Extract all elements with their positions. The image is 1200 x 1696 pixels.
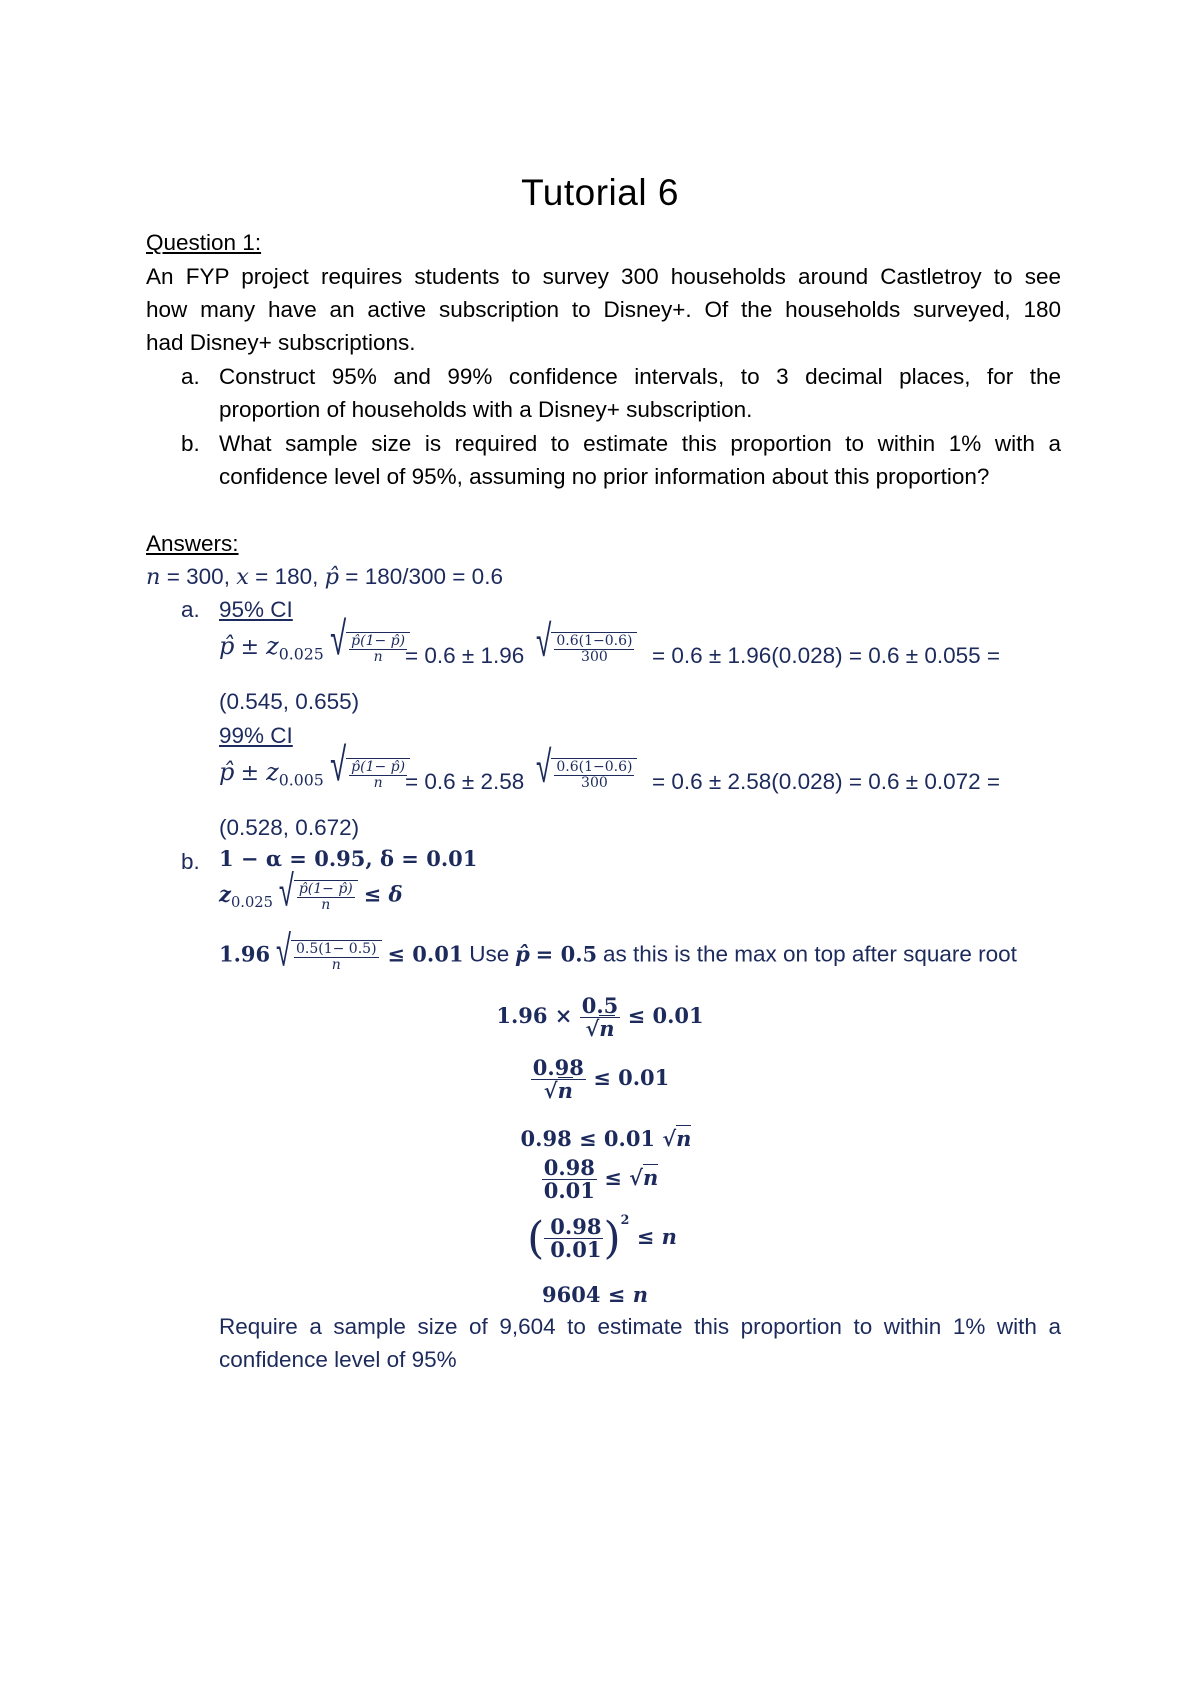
part-b-line-2: confidence level of 95%, assuming no prior information about this proportion?: [219, 464, 990, 489]
line2-coef: 1.96: [219, 941, 271, 967]
part-b-marker: b.: [181, 431, 200, 456]
ci95-z-sub: 0.025: [278, 644, 324, 664]
answers-given-line: n = 300, x = 180, p̂ = 180/300 = 0.6: [146, 564, 503, 590]
step-5-den: 0.01: [550, 1237, 602, 1263]
line2-note-post: as this is the max on top after square root: [602, 941, 1017, 967]
part-b-line2: 1.96 √ $\frac{0.5(1- 0.5)}{n}$ ≤ 0.01 Use p̂ = 0.5 as this is the max on top after square root: [219, 925, 1017, 976]
ci99-frac-den: 300: [581, 774, 608, 791]
question-intro-line-3: had Disney+ subscriptions.: [146, 330, 416, 355]
step-1-coef: 1.96 ×: [496, 1003, 573, 1029]
ci99-label: [219, 719, 419, 753]
line2-rhs: ≤ 0.01: [387, 941, 464, 967]
conclusion-line-2: confidence level of 95%: [219, 1347, 457, 1372]
given-n: 300: [186, 564, 224, 589]
ci95-frac-den: 300: [581, 648, 608, 665]
ci95-sqrt-numeric: √ $\frac{0.6(1-0.6)}{300}$: [536, 632, 637, 664]
part-b-given: 1 − α = 0.95, δ = 0.01: [219, 846, 478, 871]
part-b-inequality: $z_{0.025}$ √ $\frac{p̂(1- p̂)}{n}$ ≤ δ: [219, 865, 403, 916]
ci99-frac-num: 0.6(1−0.6): [556, 759, 633, 775]
step-4-den: 0.01: [543, 1178, 595, 1204]
ci95-eq1: = 0.6 ± 1.96: [405, 643, 525, 668]
answer-b-marker: b.: [181, 849, 200, 874]
step-5-sup: 2: [620, 1212, 630, 1227]
ci95-label-text: 95% CI: [219, 597, 293, 622]
ci95-formula: p̂ ± $z_{0.025}$ √ $\frac{p̂(1- p̂)}{n}$: [219, 632, 410, 664]
given-phat: 180/300 = 0.6: [364, 564, 503, 589]
ci99-formula: p̂ ± $z_{0.005}$ √ $\frac{p̂(1- p̂)}{n}$: [219, 758, 410, 790]
ci99-eq1: = 0.6 ± 2.58: [405, 769, 525, 794]
step-6: 9604 ≤ n: [542, 1282, 648, 1307]
step-2: $\frac{0.98}{√n}$ ≤ 0.01: [532, 1055, 670, 1104]
conclusion-line-1: Require a sample size of 9,604 to estimate this proportion to within 1% with a: [219, 1314, 1061, 1339]
page-title: Tutorial 6: [521, 172, 679, 213]
step-4: $\frac{0.98}{0.01}$ ≤ √n: [543, 1155, 659, 1204]
line2-note-eq: = 0.5: [535, 941, 598, 967]
step-4-rhs: ≤: [604, 1165, 622, 1191]
step-1-num: 0.5: [581, 993, 619, 1018]
question-intro-line-2: how many have an active subscription to Disney+. Of the households surveyed, 180: [146, 297, 1061, 322]
ci95-sqrt-general: √ $\frac{p̂(1- p̂)}{n}$: [330, 632, 410, 664]
part-a-line-2: proportion of households with a Disney+ subscription.: [219, 397, 753, 422]
ci99-z-sub: 0.005: [278, 770, 324, 790]
step-1-rhs: ≤ 0.01: [627, 1003, 704, 1029]
given-x: 180: [274, 564, 313, 589]
ci99-interval: (0.528, 0.672): [219, 815, 360, 840]
question-heading: [146, 226, 1061, 260]
question-intro-line-1: An FYP project requires students to survey 300 households around Castletroy to see: [146, 264, 1061, 289]
step-2-num: 0.98: [532, 1055, 584, 1080]
line2-note-pre: Use: [469, 941, 510, 967]
ci95-interval: (0.545, 0.655): [219, 689, 360, 714]
line2-num: 0.5(1− 0.5): [295, 941, 377, 957]
question-heading-text: Question 1:: [146, 230, 262, 255]
part-a-marker: a.: [181, 364, 200, 389]
step-5-rhs: ≤: [636, 1224, 655, 1250]
answer-a-marker: a.: [181, 597, 200, 622]
ci95-label: [219, 593, 419, 627]
part-b-line-1: What sample size is required to estimate this proportion to within 1% with a: [219, 431, 1061, 456]
ci95-eq2: = 0.6 ± 1.96(0.028) = 0.6 ± 0.055 =: [652, 643, 1001, 668]
part-a-line-1: Construct 95% and 99% confidence intervals, to 3 decimal places, for the: [219, 364, 1061, 389]
part-b-z-sub: 0.025: [230, 893, 273, 911]
step-2-rhs: ≤ 0.01: [593, 1065, 670, 1091]
step-4-num: 0.98: [543, 1155, 595, 1180]
ci99-sqrt-general: √ $\frac{p̂(1- p̂)}{n}$: [330, 758, 410, 790]
step-3-text: 0.98 ≤ 0.01: [520, 1126, 656, 1151]
ci99-sqrt-numeric: √ $\frac{0.6(1-0.6)}{300}$: [536, 758, 637, 790]
step-3: 0.98 ≤ 0.01 √n: [520, 1126, 692, 1151]
ci95-frac-num: 0.6(1−0.6): [556, 633, 633, 649]
answers-heading: [146, 527, 1061, 561]
step-6-text: 9604 ≤: [542, 1282, 626, 1307]
ci99-label-text: 99% CI: [219, 723, 293, 748]
answers-heading-text: Answers:: [146, 531, 239, 556]
step-5-num: 0.98: [544, 1216, 603, 1239]
step-1: 1.96 × $\frac{0.5}{√n}$ ≤ 0.01: [496, 993, 704, 1042]
step-5: ( $\frac{0.98}{0.01}$ )$^2$ ≤ n: [527, 1212, 677, 1265]
ci99-eq2: = 0.6 ± 2.58(0.028) = 0.6 ± 0.072 =: [652, 769, 1001, 794]
